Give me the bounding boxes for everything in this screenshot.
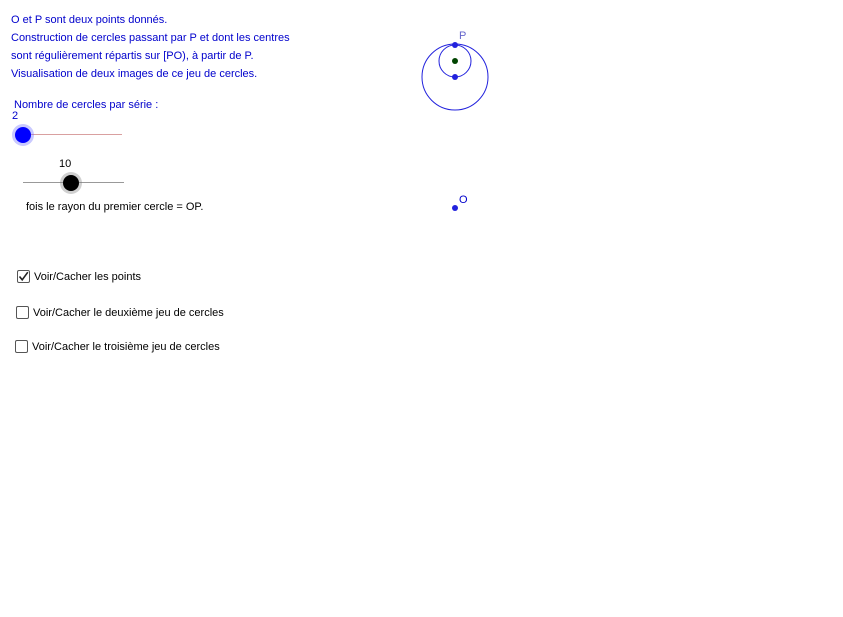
- intro-line-4: Visualisation de deux images de ce jeu de cercles.: [11, 68, 258, 80]
- center-point-large-circle: [452, 74, 458, 80]
- toggle-second-set-label: Voir/Cacher le deuxième jeu de cercles: [33, 306, 224, 319]
- point-p-label: P: [459, 30, 467, 42]
- intro-line-1: O et P sont deux points donnés.: [11, 14, 168, 26]
- radius-multiplier-caption: fois le rayon du premier cercle = OP.: [26, 201, 204, 213]
- toggle-third-set-label: Voir/Cacher le troisième jeu de cercles: [32, 340, 220, 353]
- toggle-points-label: Voir/Cacher les points: [34, 270, 141, 283]
- intro-line-2: Construction de cercles passant par P et dont les centres: [11, 32, 290, 44]
- circle-count-label: Nombre de cercles par série :: [14, 99, 159, 111]
- point-p[interactable]: [452, 42, 458, 48]
- radius-multiplier-value: 10: [59, 158, 72, 170]
- intro-line-3: sont régulièrement répartis sur [PO), à partir de P.: [11, 50, 254, 62]
- center-point-small-circle: [452, 58, 458, 64]
- circle-count-value: 2: [12, 110, 19, 122]
- point-o-label: O: [459, 194, 468, 206]
- point-o[interactable]: [452, 205, 458, 211]
